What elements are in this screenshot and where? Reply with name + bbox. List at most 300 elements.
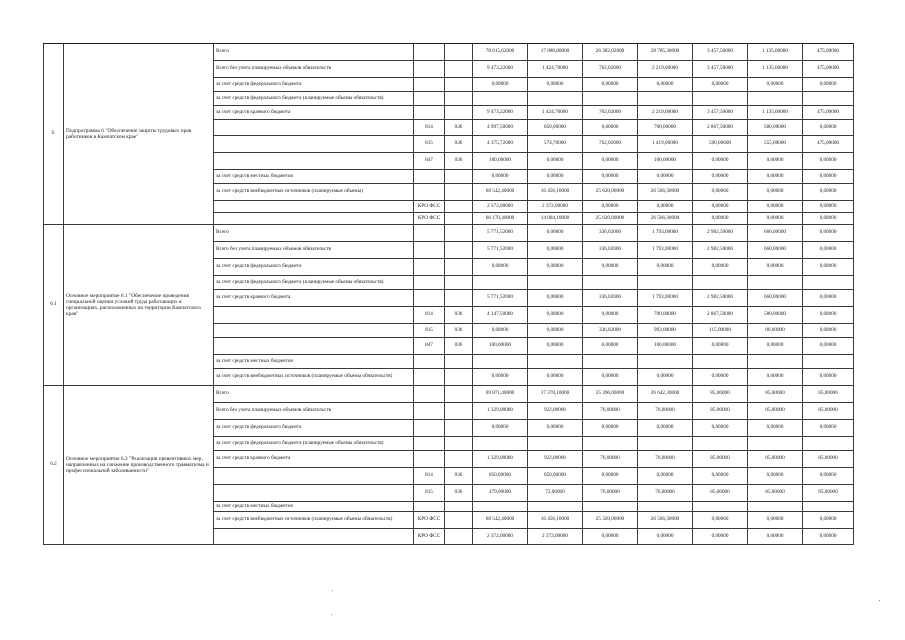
amount-cell: 700,00000	[638, 307, 693, 324]
budget-code-cell: 847	[414, 153, 445, 170]
funding-source-label: Всего без учета планируемых объемов обязательств	[214, 403, 414, 420]
amount-cell: 0,00000	[748, 529, 803, 545]
amount-cell: 850,00000	[473, 468, 528, 485]
amount-cell	[528, 92, 583, 106]
amount-cell: 2 372,00000	[473, 529, 528, 545]
amount-cell: 0,00000	[638, 420, 693, 437]
amount-cell: 993,00000	[638, 324, 693, 338]
amount-cell: 76,00000	[583, 485, 638, 502]
scan-speck	[331, 614, 332, 615]
section-code-cell: 036	[445, 324, 473, 338]
amount-cell: 0,00000	[693, 529, 748, 545]
amount-cell: 0,00000	[803, 153, 854, 170]
amount-cell: 922,00000	[528, 403, 583, 420]
amount-cell: 0,00000	[528, 242, 583, 259]
amount-cell	[803, 437, 854, 451]
amount-cell: 26 642,30000	[638, 386, 693, 403]
section-code-cell	[445, 403, 473, 420]
section-code-cell	[445, 386, 473, 403]
section-index: 6.2	[44, 386, 64, 545]
amount-cell: 0,00000	[583, 120, 638, 136]
amount-cell: 1 424,70000	[528, 106, 583, 120]
amount-cell: 85,00000	[693, 485, 748, 502]
budget-code-cell: КРО ФСС	[414, 201, 445, 213]
funding-source-label	[214, 529, 414, 545]
amount-cell	[803, 502, 854, 512]
budget-code-cell	[414, 451, 445, 468]
amount-cell: 1 135,00000	[748, 44, 803, 61]
funding-source-label: за счет средств местных бюджетов	[214, 170, 414, 184]
amount-cell: 26 566,30000	[638, 213, 693, 225]
amount-cell: 85,00000	[693, 451, 748, 468]
budget-code-cell	[414, 242, 445, 259]
budget-code-cell: 815	[414, 136, 445, 153]
amount-cell: 28 785,30000	[638, 44, 693, 61]
amount-cell: 700,00000	[638, 120, 693, 136]
funding-source-label: за счет средств федерального бюджета (планируемые объемы обязательств)	[214, 276, 414, 290]
amount-cell: 0,00000	[583, 201, 638, 213]
section-title: Подпрограмма 6 "Обеспечение защиты трудовых прав работников в Камчатском крае"	[64, 44, 214, 225]
amount-cell: 0,00000	[528, 290, 583, 307]
amount-cell: 0,00000	[803, 201, 854, 213]
amount-cell: 0,00000	[528, 420, 583, 437]
amount-cell: 66 170,40000	[473, 213, 528, 225]
amount-cell	[583, 276, 638, 290]
amount-cell: 336,02000	[583, 242, 638, 259]
budget-code-cell: 814	[414, 307, 445, 324]
amount-cell: 0,00000	[528, 259, 583, 276]
budget-code-cell	[414, 420, 445, 437]
funding-source-label: Всего без учета планируемых объемов обязательств	[214, 61, 414, 78]
amount-cell: 4 997,50000	[473, 120, 528, 136]
amount-cell	[473, 276, 528, 290]
amount-cell: 3 457,50000	[693, 106, 748, 120]
amount-cell: 4 375,72000	[473, 136, 528, 153]
budget-code-cell: 847	[414, 338, 445, 355]
amount-cell: 0,00000	[693, 512, 748, 529]
amount-cell: 85,00000	[693, 403, 748, 420]
amount-cell	[638, 276, 693, 290]
amount-cell: 574,70000	[528, 136, 583, 153]
amount-cell: 479,00000	[473, 485, 528, 502]
budget-code-cell	[414, 225, 445, 242]
budget-code-cell: КРО ФСС	[414, 213, 445, 225]
funding-source-label	[214, 324, 414, 338]
amount-cell: 2 372,00000	[528, 201, 583, 213]
amount-cell: 1 793,00000	[638, 225, 693, 242]
funding-source-label: за счет средств краевого бюджета	[214, 290, 414, 307]
funding-source-label: за счет средств краевого бюджета	[214, 106, 414, 120]
funding-source-label	[214, 201, 414, 213]
amount-cell: 100,00000	[638, 338, 693, 355]
section-code-cell	[445, 355, 473, 369]
table-row	[44, 386, 854, 403]
amount-cell: 0,00000	[803, 259, 854, 276]
amount-cell: 2 982,50000	[693, 290, 748, 307]
amount-cell: 14 084,10000	[528, 213, 583, 225]
amount-cell	[803, 355, 854, 369]
amount-cell: 76,00000	[638, 485, 693, 502]
amount-cell: 0,00000	[803, 184, 854, 201]
amount-cell: 2 219,00000	[638, 61, 693, 78]
budget-code-cell	[414, 61, 445, 78]
funding-source-label: за счет средств местных бюджетов	[214, 355, 414, 369]
amount-cell	[583, 502, 638, 512]
amount-cell	[748, 92, 803, 106]
funding-source-label: Всего без учета планируемых объемов обязательств	[214, 242, 414, 259]
amount-cell	[473, 92, 528, 106]
amount-cell: 3 457,50000	[693, 44, 748, 61]
amount-cell: 0,00000	[803, 170, 854, 184]
amount-cell: 762,02000	[583, 136, 638, 153]
amount-cell: 16 456,10000	[528, 184, 583, 201]
section-code-cell: 036	[445, 307, 473, 324]
budget-code-cell	[414, 403, 445, 420]
amount-cell: 2 867,50000	[693, 120, 748, 136]
amount-cell: 580,00000	[748, 120, 803, 136]
amount-cell: 0,00000	[638, 369, 693, 386]
amount-cell: 0,00000	[473, 420, 528, 437]
amount-cell: 76,00000	[638, 451, 693, 468]
section-title: Основное мероприятие 6.2 "Реализация превентивных мер, направленных на снижение производственного травматизма и профессиональной заболеваемости"	[64, 386, 214, 545]
amount-cell: 0,00000	[748, 420, 803, 437]
amount-cell: 0,00000	[803, 213, 854, 225]
amount-cell: 85,00000	[748, 485, 803, 502]
amount-cell: 0,00000	[528, 153, 583, 170]
funding-source-label: Всего	[214, 386, 414, 403]
section-code-cell	[445, 61, 473, 78]
amount-cell: 475,00000	[803, 106, 854, 120]
amount-cell: 85,00000	[748, 451, 803, 468]
amount-cell: 0,00000	[693, 369, 748, 386]
amount-cell: 0,00000	[748, 78, 803, 92]
table-row	[44, 44, 854, 61]
section-code-cell	[445, 201, 473, 213]
amount-cell: 25 320,00000	[583, 512, 638, 529]
funding-source-label: Всего	[214, 44, 414, 61]
funding-source-label	[214, 120, 414, 136]
amount-cell: 1 424,70000	[528, 61, 583, 78]
section-code-cell	[445, 170, 473, 184]
amount-cell: 115,00000	[693, 324, 748, 338]
amount-cell: 76,00000	[583, 403, 638, 420]
section-code-cell	[445, 92, 473, 106]
amount-cell	[748, 502, 803, 512]
amount-cell: 475,00000	[803, 44, 854, 61]
amount-cell: 4 147,50000	[473, 307, 528, 324]
scan-speck	[879, 600, 880, 601]
amount-cell: 5 771,52000	[473, 242, 528, 259]
amount-cell	[803, 92, 854, 106]
amount-cell: 555,00000	[748, 136, 803, 153]
amount-cell: 0,00000	[803, 120, 854, 136]
amount-cell: 9 473,22000	[473, 106, 528, 120]
amount-cell: 580,00000	[748, 307, 803, 324]
amount-cell: 76,00000	[638, 403, 693, 420]
section-index: 6.1	[44, 225, 64, 386]
section-code-cell	[445, 369, 473, 386]
amount-cell	[583, 92, 638, 106]
amount-cell: 0,00000	[803, 324, 854, 338]
amount-cell: 660,00000	[748, 225, 803, 242]
funding-source-label: за счет средств федерального бюджета (планируемые объемы обязательств)	[214, 437, 414, 451]
amount-cell: 0,00000	[583, 420, 638, 437]
amount-cell	[693, 437, 748, 451]
budget-code-cell: 815	[414, 485, 445, 502]
amount-cell: 80,00000	[748, 324, 803, 338]
amount-cell: 475,00000	[803, 136, 854, 153]
amount-cell: 0,00000	[748, 259, 803, 276]
budget-code-cell	[414, 92, 445, 106]
section-code-cell: 036	[445, 153, 473, 170]
amount-cell: 0,00000	[803, 225, 854, 242]
amount-cell	[638, 355, 693, 369]
amount-cell	[528, 502, 583, 512]
amount-cell: 85,00000	[803, 451, 854, 468]
amount-cell: 69 871,40000	[473, 386, 528, 403]
section-code-cell	[445, 225, 473, 242]
amount-cell: 0,00000	[638, 259, 693, 276]
funding-source-label	[214, 136, 414, 153]
amount-cell	[638, 437, 693, 451]
amount-cell: 2 867,50000	[693, 307, 748, 324]
amount-cell: 0,00000	[693, 170, 748, 184]
amount-cell: 26 566,30000	[638, 512, 693, 529]
amount-cell	[748, 355, 803, 369]
amount-cell: 762,02000	[583, 61, 638, 78]
amount-cell: 100,00000	[473, 338, 528, 355]
amount-cell: 0,00000	[748, 153, 803, 170]
budget-code-cell	[414, 170, 445, 184]
amount-cell: 0,00000	[803, 512, 854, 529]
amount-cell: 850,00000	[528, 120, 583, 136]
funding-source-label	[214, 468, 414, 485]
amount-cell: 85,00000	[803, 386, 854, 403]
amount-cell: 850,00000	[528, 468, 583, 485]
budget-code-cell	[414, 259, 445, 276]
budget-code-cell	[414, 502, 445, 512]
amount-cell: 0,00000	[693, 213, 748, 225]
amount-cell: 0,00000	[748, 170, 803, 184]
amount-cell: 0,00000	[528, 170, 583, 184]
amount-cell: 2 372,00000	[473, 201, 528, 213]
amount-cell: 17 880,80000	[528, 44, 583, 61]
amount-cell: 0,00000	[638, 170, 693, 184]
amount-cell	[693, 355, 748, 369]
budget-code-cell	[414, 355, 445, 369]
amount-cell: 100,00000	[473, 153, 528, 170]
amount-cell: 336,02000	[583, 290, 638, 307]
section-index: 6.	[44, 44, 64, 225]
amount-cell: 0,00000	[748, 468, 803, 485]
amount-cell: 0,00000	[803, 529, 854, 545]
budget-table	[43, 43, 854, 545]
amount-cell: 0,00000	[583, 307, 638, 324]
amount-cell: 2 982,50000	[693, 225, 748, 242]
funding-source-label: Всего	[214, 225, 414, 242]
amount-cell: 0,00000	[638, 529, 693, 545]
amount-cell	[693, 92, 748, 106]
amount-cell: 0,00000	[583, 338, 638, 355]
amount-cell: 72,00000	[528, 485, 583, 502]
amount-cell: 85,00000	[803, 403, 854, 420]
section-code-cell	[445, 437, 473, 451]
amount-cell: 0,00000	[748, 201, 803, 213]
amount-cell: 0,00000	[693, 153, 748, 170]
amount-cell: 0,00000	[803, 242, 854, 259]
funding-source-label	[214, 485, 414, 502]
amount-cell: 0,00000	[528, 78, 583, 92]
amount-cell: 0,00000	[748, 213, 803, 225]
budget-code-cell	[414, 386, 445, 403]
amount-cell: 0,00000	[473, 78, 528, 92]
section-code-cell	[445, 242, 473, 259]
amount-cell: 0,00000	[473, 324, 528, 338]
amount-cell: 1 329,00000	[473, 403, 528, 420]
amount-cell: 26 382,02000	[583, 44, 638, 61]
amount-cell: 1 135,00000	[748, 61, 803, 78]
section-code-cell	[445, 512, 473, 529]
amount-cell: 0,00000	[693, 184, 748, 201]
section-code-cell: 036	[445, 485, 473, 502]
amount-cell: 100,00000	[638, 153, 693, 170]
amount-cell: 0,00000	[803, 78, 854, 92]
funding-source-label: за счет средств федерального бюджета (планируемые объемы обязательств)	[214, 92, 414, 106]
amount-cell: 1 135,00000	[748, 106, 803, 120]
amount-cell: 0,00000	[693, 259, 748, 276]
section-code-cell: 036	[445, 338, 473, 355]
amount-cell: 0,00000	[583, 153, 638, 170]
amount-cell	[528, 355, 583, 369]
funding-source-label	[214, 338, 414, 355]
section-code-cell: 036	[445, 136, 473, 153]
amount-cell: 0,00000	[583, 78, 638, 92]
amount-cell	[583, 355, 638, 369]
funding-source-label: за счет средств краевого бюджета	[214, 451, 414, 468]
amount-cell: 0,00000	[803, 468, 854, 485]
amount-cell: 0,00000	[583, 259, 638, 276]
amount-cell: 336,02000	[583, 225, 638, 242]
section-title: Основное мероприятие 6.1 "Обеспечение проведения специальной оценки условий труда работающих в организациях, расположенных на территории Камчатского края"	[64, 225, 214, 386]
section-code-cell	[445, 420, 473, 437]
amount-cell	[748, 437, 803, 451]
budget-code-cell: 814	[414, 468, 445, 485]
amount-cell	[638, 92, 693, 106]
amount-cell: 16 456,10000	[528, 512, 583, 529]
amount-cell: 0,00000	[583, 529, 638, 545]
amount-cell: 0,00000	[473, 170, 528, 184]
budget-code-cell	[414, 290, 445, 307]
amount-cell: 3 457,50000	[693, 61, 748, 78]
amount-cell: 0,00000	[748, 512, 803, 529]
amount-cell: 0,00000	[693, 420, 748, 437]
amount-cell: 0,00000	[528, 338, 583, 355]
funding-source-label: за счет средств местных бюджетов	[214, 502, 414, 512]
funding-source-label: за счет средств федерального бюджета	[214, 78, 414, 92]
amount-cell: 0,00000	[583, 170, 638, 184]
amount-cell: 0,00000	[803, 420, 854, 437]
section-code-cell	[445, 502, 473, 512]
amount-cell: 78 015,62000	[473, 44, 528, 61]
amount-cell: 0,00000	[693, 78, 748, 92]
amount-cell: 0,00000	[638, 468, 693, 485]
amount-cell: 0,00000	[803, 307, 854, 324]
amount-cell: 0,00000	[528, 324, 583, 338]
amount-cell: 922,00000	[528, 451, 583, 468]
amount-cell: 76,00000	[583, 451, 638, 468]
section-code-cell	[445, 78, 473, 92]
section-code-cell	[445, 529, 473, 545]
amount-cell: 1 419,00000	[638, 136, 693, 153]
budget-code-cell	[414, 78, 445, 92]
amount-cell	[473, 502, 528, 512]
amount-cell: 0,00000	[748, 338, 803, 355]
budget-code-cell	[414, 276, 445, 290]
section-code-cell: 036	[445, 120, 473, 136]
amount-cell: 17 378,10000	[528, 386, 583, 403]
amount-cell: 85,00000	[803, 485, 854, 502]
budget-code-cell: КРО ФСС	[414, 529, 445, 545]
amount-cell: 0,00000	[638, 201, 693, 213]
amount-cell: 2 982,50000	[693, 242, 748, 259]
section-code-cell	[445, 184, 473, 201]
amount-cell	[693, 276, 748, 290]
section-code-cell	[445, 276, 473, 290]
amount-cell: 1 329,00000	[473, 451, 528, 468]
amount-cell: 0,00000	[473, 369, 528, 386]
scan-speck	[332, 590, 333, 591]
table-row	[44, 225, 854, 242]
budget-code-cell	[414, 369, 445, 386]
amount-cell: 9 473,22000	[473, 61, 528, 78]
amount-cell: 0,00000	[528, 307, 583, 324]
budget-code-cell	[414, 44, 445, 61]
amount-cell: 0,00000	[583, 369, 638, 386]
amount-cell: 762,02000	[583, 106, 638, 120]
section-code-cell	[445, 44, 473, 61]
amount-cell	[473, 355, 528, 369]
amount-cell: 0,00000	[803, 369, 854, 386]
funding-source-label: за счет средств внебюджетных источников (планируемые объемы обязательств)	[214, 512, 414, 529]
amount-cell: 660,00000	[748, 290, 803, 307]
section-code-cell	[445, 451, 473, 468]
amount-cell: 0,00000	[528, 369, 583, 386]
funding-source-label	[214, 153, 414, 170]
amount-cell: 0,00000	[693, 468, 748, 485]
budget-code-cell: 815	[414, 324, 445, 338]
section-code-cell	[445, 290, 473, 307]
amount-cell: 25 396,00000	[583, 386, 638, 403]
amount-cell	[473, 437, 528, 451]
amount-cell: 1 793,00000	[638, 290, 693, 307]
amount-cell	[583, 437, 638, 451]
amount-cell: 0,00000	[803, 290, 854, 307]
budget-code-cell	[414, 437, 445, 451]
budget-code-cell: КРО ФСС	[414, 512, 445, 529]
amount-cell: 25 620,00000	[583, 213, 638, 225]
amount-cell: 660,00000	[748, 242, 803, 259]
amount-cell: 0,00000	[583, 468, 638, 485]
amount-cell: 336,02000	[583, 324, 638, 338]
amount-cell: 1 793,00000	[638, 242, 693, 259]
amount-cell: 0,00000	[693, 338, 748, 355]
amount-cell	[803, 276, 854, 290]
amount-cell	[638, 502, 693, 512]
amount-cell: 5 771,52000	[473, 290, 528, 307]
amount-cell: 85,00000	[748, 386, 803, 403]
budget-code-cell	[414, 106, 445, 120]
funding-source-label: за счет средств внебюджетных источников (планируемые объемы обязательств)	[214, 369, 414, 386]
